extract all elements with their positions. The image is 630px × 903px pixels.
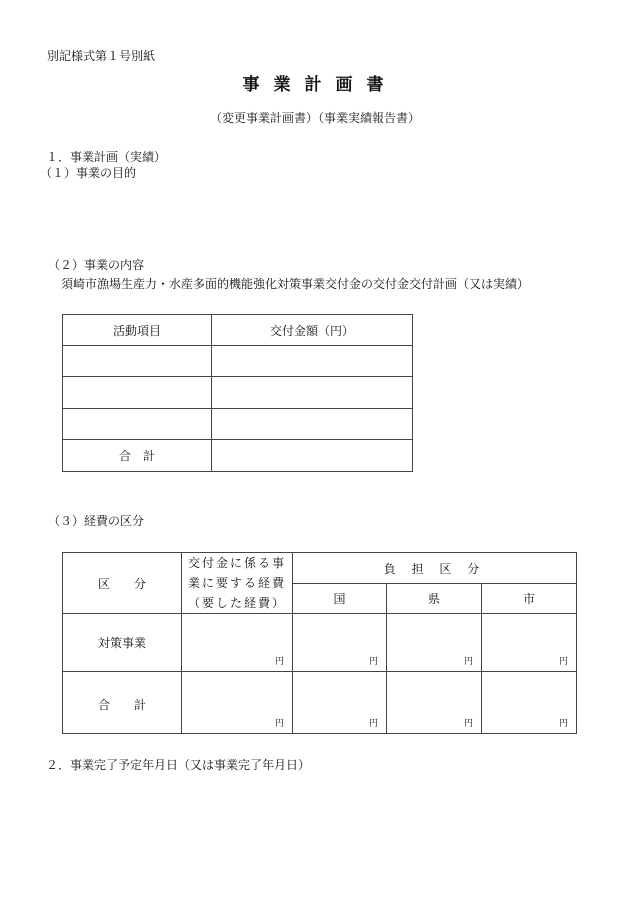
subsection-1-heading: （１）事業の目的 [40,166,137,180]
row-label: 合 計 [63,672,182,734]
form-label: 別記様式第１号別紙 [47,49,156,63]
table-row [63,409,413,440]
page-title: 事業計画書 [242,75,398,95]
expense-table [62,552,577,734]
total-label: 合 計 [63,440,212,472]
table-row [63,377,413,409]
table-row [63,346,413,377]
header-prefecture: 県 [387,584,482,614]
subsection-2-heading: （２）事業の内容 [48,258,145,272]
subsection-2-description: 須崎市漁場生産力・水産多面的機能強化対策事業交付金の交付金交付計画（又は実績） [61,277,530,291]
header-activity: 活動項目 [63,315,212,346]
grant-plan-table [62,314,413,472]
header-burden: 負 担 区 分 [293,553,577,584]
row-label: 対策事業 [63,614,182,672]
subtitle: （変更事業計画書）（事業実績報告書） [209,111,420,125]
subsection-3-heading: （３）経費の区分 [48,514,145,528]
header-cost: 交付金に係る事 業に要する経費 （要した経費） [182,553,293,614]
header-country: 国 [293,584,387,614]
header-kubun: 区 分 [63,553,182,614]
table-row: 対策事業 円 円 円 円 [63,614,577,672]
section-1-heading: １．事業計画（実績） [46,150,167,164]
header-city: 市 [482,584,577,614]
table-row: 合 計 円 円 円 円 [63,672,577,734]
header-amount: 交付金額（円） [212,315,413,346]
section-2-heading: ２．事業完了予定年月日（又は事業完了年月日） [46,758,311,772]
